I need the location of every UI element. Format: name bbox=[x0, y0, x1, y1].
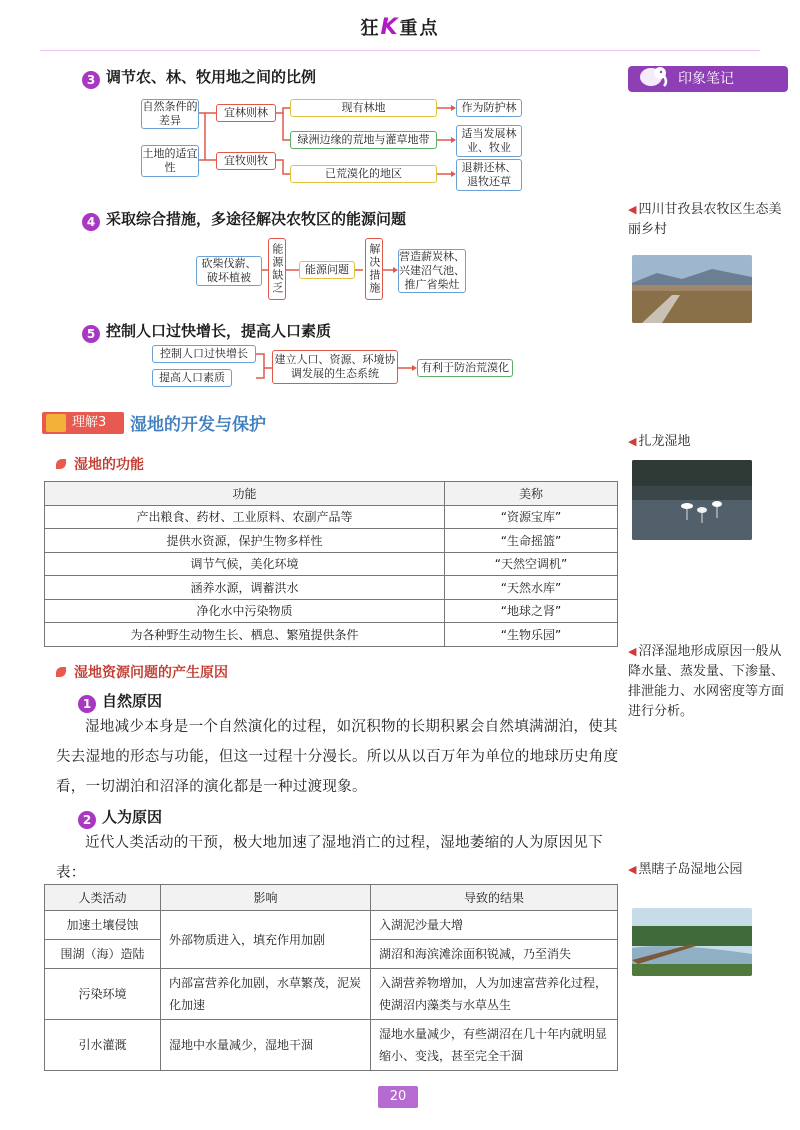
box-energy-shortage bbox=[268, 238, 286, 300]
cell: 围湖（海）造陆 bbox=[45, 940, 161, 969]
heading-text: 湿地资源问题的产生原因 bbox=[74, 665, 228, 681]
box-text: 绿洲边缘的荒地与灌草地带 bbox=[297, 133, 430, 147]
cell: 内部富营养化加剧，水草繁茂，泥炭化加速 bbox=[161, 969, 371, 1020]
box-text: 自然条件的差异 bbox=[142, 100, 198, 127]
cell: “资源宝库” bbox=[445, 505, 618, 529]
box-chop-wood bbox=[196, 256, 262, 286]
table-row bbox=[45, 505, 618, 529]
natural-cause-heading bbox=[78, 690, 162, 713]
cell: 加速土壤侵蚀 bbox=[45, 911, 161, 940]
cell: “生物乐园” bbox=[445, 623, 618, 647]
table-row bbox=[45, 1020, 618, 1071]
cell: 净化水中污染物质 bbox=[45, 599, 445, 623]
box-cond-3 bbox=[290, 165, 437, 183]
photo-zhalong-wetland bbox=[632, 460, 752, 540]
box-result-3 bbox=[456, 159, 522, 191]
leaf-icon bbox=[56, 667, 66, 677]
box-text: 现有林地 bbox=[341, 101, 386, 115]
col-activity: 人类活动 bbox=[45, 885, 161, 911]
side-note-ganzi bbox=[628, 200, 788, 240]
number-badge: 1 bbox=[78, 695, 96, 713]
box-result-2 bbox=[456, 125, 522, 157]
section-5-heading bbox=[82, 320, 331, 343]
box-cond-2 bbox=[290, 131, 437, 149]
box-text: 控制人口过快增长 bbox=[160, 347, 248, 361]
cell: “地球之肾” bbox=[445, 599, 618, 623]
page-number: 20 bbox=[378, 1086, 418, 1108]
col-result: 导致的结果 bbox=[371, 885, 618, 911]
cell: 提供水资源，保护生物多样性 bbox=[45, 529, 445, 553]
cell: “天然水库” bbox=[445, 576, 618, 600]
box-text: 作为防护林 bbox=[461, 101, 517, 115]
box-text: 退耕还林、退牧还草 bbox=[461, 161, 517, 188]
table-row bbox=[45, 969, 618, 1020]
section-5-number: 5 bbox=[82, 325, 100, 343]
box-text: 解决措施 bbox=[367, 243, 381, 295]
box-text: 能源缺乏 bbox=[270, 243, 284, 295]
box-text: 有利于防治荒漠化 bbox=[421, 361, 509, 375]
natural-cause-paragraph: 湿地减少本身是一个自然演化的过程，如沉积物的长期积累会自然填满湖泊，使其失去湿地的形态与功能，但这一过程十分漫长。所以从以百万年为单位的地球历史角度看，一切湖泊和沼泽的演化都是一种过渡现象。 bbox=[56, 719, 619, 795]
box-text: 土地的适宜性 bbox=[142, 147, 198, 174]
heading-text: 自然原因 bbox=[102, 692, 163, 710]
cell: 入湖泥沙量大增 bbox=[371, 911, 618, 940]
pointer-icon: ◀ bbox=[628, 203, 637, 216]
side-note-zhalong bbox=[628, 432, 788, 452]
section-3-title: 调节农、林、牧用地之间的比例 bbox=[106, 68, 317, 86]
box-cond-1 bbox=[290, 99, 437, 117]
table-row bbox=[45, 623, 618, 647]
box-text: 建立人口、资源、环境协调发展的生态系统 bbox=[274, 353, 396, 380]
table-row bbox=[45, 911, 618, 940]
box-solutions bbox=[398, 249, 466, 293]
human-cause-paragraph: 近代人类活动的干预，极大地加速了湿地消亡的过程，湿地萎缩的人为原因见下表： bbox=[56, 835, 603, 881]
number-badge: 2 bbox=[78, 811, 96, 829]
box-improve-quality bbox=[152, 369, 232, 387]
human-cause-table bbox=[44, 884, 618, 1071]
table-row bbox=[45, 529, 618, 553]
box-control-pop bbox=[152, 345, 256, 363]
box-solution-measures bbox=[365, 238, 383, 300]
box-text: 营造薪炭林、兴建沼气池、推广省柴灶 bbox=[399, 250, 465, 291]
cell: 湖沼和海滨滩涂面积锐减，乃至消失 bbox=[371, 940, 618, 969]
box-text: 能源问题 bbox=[305, 263, 349, 277]
cell: 外部物质进入，填充作用加剧 bbox=[161, 911, 371, 969]
header-title-a: 狂 bbox=[360, 18, 381, 39]
table-header-row bbox=[45, 482, 618, 506]
photo-ganzi-village bbox=[632, 255, 752, 323]
heading-text: 湿地的功能 bbox=[74, 457, 144, 473]
box-pasture bbox=[216, 152, 276, 170]
cell: 产出粮食、药材、工业原料、农副产品等 bbox=[45, 505, 445, 529]
badge-label: 理解3 bbox=[72, 415, 107, 430]
cell: 入湖营养物增加，人为加速富营养化过程，使湖沼内藻类与水草丛生 bbox=[371, 969, 618, 1020]
box-natural-diff bbox=[141, 99, 199, 129]
cause-heading bbox=[56, 662, 228, 682]
book-icon bbox=[46, 414, 66, 432]
box-text: 宜林则林 bbox=[224, 106, 268, 120]
wetland-function-table bbox=[44, 481, 618, 647]
cell: 涵养水源，调蓄洪水 bbox=[45, 576, 445, 600]
col-impact: 影响 bbox=[161, 885, 371, 911]
box-land-suit bbox=[141, 145, 199, 177]
photo-heixiazi-park bbox=[632, 908, 752, 976]
table-header-row bbox=[45, 885, 618, 911]
table-row bbox=[45, 576, 618, 600]
box-text: 提高人口素质 bbox=[159, 371, 225, 385]
leaf-icon bbox=[56, 459, 66, 469]
human-cause-heading bbox=[78, 806, 162, 829]
pointer-icon: ◀ bbox=[628, 645, 637, 658]
box-energy-problem bbox=[299, 261, 355, 279]
section-4-number: 4 bbox=[82, 213, 100, 231]
box-text: 适当发展林业、牧业 bbox=[461, 127, 517, 154]
cell: 湿地水量减少，有些湖沼在几十年内就明显缩小、变浅，甚至完全干涸 bbox=[371, 1020, 618, 1071]
col-function: 功能 bbox=[45, 482, 445, 506]
header-title-b: 重点 bbox=[399, 18, 440, 39]
heading-text: 人为原因 bbox=[102, 808, 163, 826]
header-k-logo: K bbox=[380, 15, 400, 40]
note-text: 沼泽湿地形成原因一般从降水量、蒸发量、下渗量、排泄能力、水网密度等方面进行分析。 bbox=[628, 644, 785, 720]
pointer-icon: ◀ bbox=[628, 863, 637, 876]
box-text: 宜牧则牧 bbox=[224, 154, 268, 168]
tag-label: 印象笔记 bbox=[678, 71, 734, 87]
table-row bbox=[45, 552, 618, 576]
cell: 湿地中水量减少，湿地干涸 bbox=[161, 1020, 371, 1071]
table-row bbox=[45, 599, 618, 623]
wetland-function-heading bbox=[56, 454, 144, 474]
cell: 调节气候，美化环境 bbox=[45, 552, 445, 576]
box-eco-system bbox=[272, 350, 398, 384]
section-4-title: 采取综合措施，多途径解决农牧区的能源问题 bbox=[106, 210, 407, 228]
section-5-title: 控制人口过快增长，提高人口素质 bbox=[106, 322, 332, 340]
cell: “天然空调机” bbox=[445, 552, 618, 576]
section-4-heading bbox=[82, 208, 406, 231]
note-text: 黑瞎子岛湿地公园 bbox=[638, 862, 743, 877]
cell: 引水灌溉 bbox=[45, 1020, 161, 1071]
section-3-number: 3 bbox=[82, 71, 100, 89]
box-text: 已荒漠化的地区 bbox=[325, 167, 402, 181]
side-note-heixiazi bbox=[628, 860, 788, 880]
understanding-badge bbox=[42, 412, 124, 434]
cell: 污染环境 bbox=[45, 969, 161, 1020]
side-note-swamp bbox=[628, 642, 788, 723]
pointer-icon: ◀ bbox=[628, 435, 637, 448]
note-text: 四川甘孜县农牧区生态美丽乡村 bbox=[628, 202, 782, 238]
box-result-1 bbox=[456, 99, 522, 117]
box-desert-control bbox=[417, 359, 513, 377]
box-text: 砍柴伐薪、破坏植被 bbox=[201, 257, 257, 284]
cell: “生命摇篮” bbox=[445, 529, 618, 553]
col-nickname: 美称 bbox=[445, 482, 618, 506]
understanding-title: 湿地的开发与保护 bbox=[130, 415, 266, 435]
box-forest bbox=[216, 104, 276, 122]
cell: 为各种野生动物生长、栖息、繁殖提供条件 bbox=[45, 623, 445, 647]
note-text: 扎龙湿地 bbox=[638, 434, 691, 449]
